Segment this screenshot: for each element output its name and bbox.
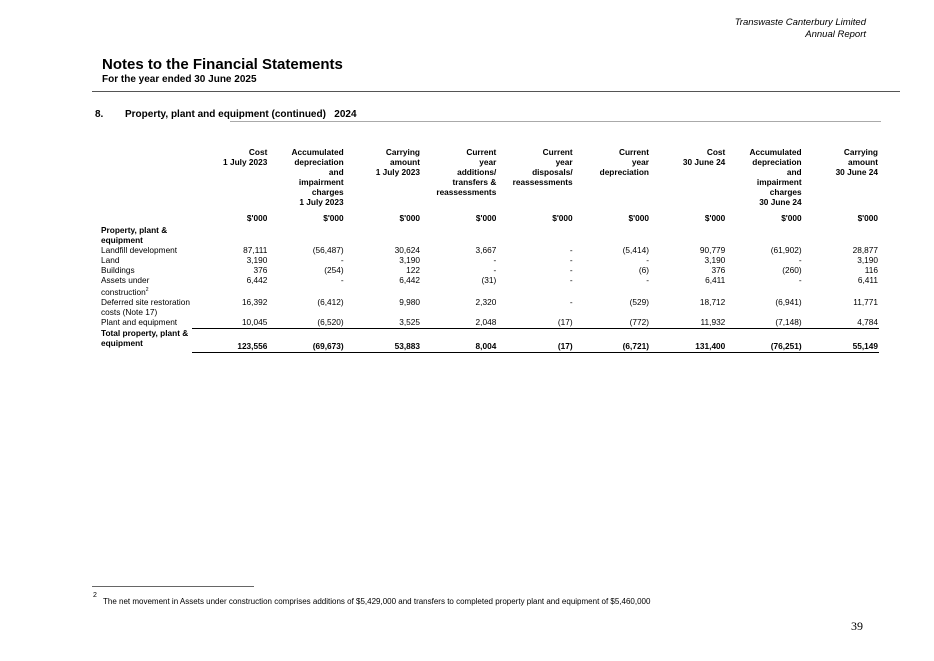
table-row bbox=[100, 317, 879, 329]
table-cell: - bbox=[798, 275, 802, 285]
table-cell: 3,667 bbox=[475, 245, 497, 255]
table-cell: - bbox=[569, 245, 573, 255]
table-cell: - bbox=[569, 275, 573, 285]
table-cell: 116 bbox=[864, 265, 878, 275]
table-cell: 2,320 bbox=[475, 296, 497, 307]
column-header-line: Cost bbox=[706, 147, 726, 157]
column-header-line: 1 July 2023 bbox=[299, 197, 344, 207]
table-row bbox=[100, 297, 879, 317]
total-cell: 131,400 bbox=[650, 328, 726, 352]
total-cell: 8,004 bbox=[421, 328, 497, 352]
column-header-line: 30 June 24 bbox=[682, 157, 726, 167]
section-heading bbox=[95, 109, 357, 120]
row-label-text: Plant and equipment bbox=[101, 316, 178, 327]
table-cell: (61,902) bbox=[770, 245, 802, 255]
row-label-header bbox=[100, 147, 192, 207]
units-row bbox=[100, 207, 879, 225]
table-cell: (529) bbox=[629, 296, 649, 307]
unit-cell: $'000 bbox=[857, 213, 878, 223]
table-cell: - bbox=[646, 275, 649, 285]
table-cell: (56,487) bbox=[312, 245, 344, 255]
column-header-line: and bbox=[328, 167, 344, 177]
table-cell: (6) bbox=[638, 265, 649, 275]
unit-cell: $'000 bbox=[246, 213, 268, 223]
row-label-text: Deferred site restoration costs (Note 17) bbox=[101, 296, 191, 317]
table-cell: 87,111 bbox=[243, 245, 268, 255]
column-header-line: disposals/ bbox=[532, 167, 573, 177]
column-header-line: Current bbox=[619, 147, 649, 157]
column-header bbox=[192, 147, 268, 207]
ppe-table bbox=[100, 147, 879, 353]
row-label-text: Land bbox=[101, 255, 120, 265]
table-cell: 2,048 bbox=[421, 317, 497, 329]
table-cell: 6,411 bbox=[705, 275, 726, 285]
column-header-line: reassessments bbox=[436, 187, 497, 197]
column-header-line: Carrying bbox=[843, 147, 878, 157]
column-header-line: amount bbox=[848, 157, 878, 167]
table-cell: (6,412) bbox=[317, 296, 344, 307]
table-cell: 122 bbox=[406, 265, 420, 275]
table-cell: 3,190 bbox=[857, 255, 878, 265]
table-cell: 11,932 bbox=[650, 317, 726, 329]
table-cell: (6,941) bbox=[775, 296, 802, 307]
table-cell: - bbox=[340, 255, 344, 265]
column-header bbox=[345, 147, 421, 207]
row-label-text: Assets under construction bbox=[101, 275, 150, 297]
unit-cell: $'000 bbox=[475, 213, 497, 223]
row-label bbox=[100, 317, 192, 329]
unit-cell: $'000 bbox=[628, 213, 649, 223]
column-header-line: impairment bbox=[298, 177, 344, 187]
table-cell: - bbox=[569, 296, 573, 307]
column-header-line: Accumulated bbox=[291, 147, 344, 157]
column-header-line: depreciation bbox=[294, 157, 344, 167]
column-header-line: Cost bbox=[248, 147, 268, 157]
column-header-line: impairment bbox=[756, 177, 802, 187]
total-cell: (6,721) bbox=[574, 328, 650, 352]
column-header-line: and bbox=[786, 167, 802, 177]
table-cell: (7,148) bbox=[726, 317, 802, 329]
section-divider bbox=[230, 121, 881, 122]
table-cell: - bbox=[569, 265, 573, 275]
table-row bbox=[100, 265, 879, 275]
column-header-line: Current bbox=[466, 147, 497, 157]
section-year: 2024 bbox=[334, 109, 357, 120]
table-cell: 6,442 bbox=[399, 275, 420, 285]
column-header bbox=[650, 147, 726, 207]
table-cell: (6,520) bbox=[268, 317, 344, 329]
table-cell: 16,392 bbox=[241, 296, 268, 307]
column-header bbox=[726, 147, 802, 207]
total-cell: 123,556 bbox=[192, 328, 268, 352]
unit-cell: $'000 bbox=[781, 213, 802, 223]
page-title: Notes to the Financial Statements bbox=[102, 56, 343, 73]
column-header bbox=[497, 147, 573, 207]
table-cell: 376 bbox=[711, 265, 726, 275]
column-header-line: depreciation bbox=[752, 157, 802, 167]
table-cell: (17) bbox=[497, 317, 573, 329]
table-cell: (31) bbox=[481, 275, 497, 285]
table-row bbox=[100, 255, 879, 265]
column-header-line: transfers & bbox=[452, 177, 497, 187]
total-label: Total property, plant & equipment bbox=[101, 328, 189, 349]
table-cell: - bbox=[493, 265, 497, 275]
group-row bbox=[100, 225, 879, 245]
column-header-line: amount bbox=[390, 157, 420, 167]
total-cell: (17) bbox=[497, 328, 573, 352]
row-label-text: Landfill development bbox=[101, 245, 178, 255]
table-cell: - bbox=[646, 255, 649, 265]
table-cell: 3,190 bbox=[704, 255, 726, 265]
column-header bbox=[803, 147, 879, 207]
column-header-line: 1 July 2023 bbox=[375, 167, 420, 177]
table-row bbox=[100, 275, 879, 297]
table-cell: - bbox=[798, 255, 802, 265]
title-divider bbox=[92, 91, 900, 92]
unit-cell: $'000 bbox=[552, 213, 573, 223]
total-cell: (76,251) bbox=[726, 328, 802, 352]
column-header-line: year bbox=[479, 157, 497, 167]
column-header bbox=[574, 147, 650, 207]
table-cell: 4,784 bbox=[803, 317, 879, 329]
row-label-text: Buildings bbox=[101, 265, 135, 275]
column-header-line: year bbox=[555, 157, 573, 167]
row-label bbox=[100, 265, 192, 275]
table-cell: 10,045 bbox=[192, 317, 268, 329]
units-label-cell bbox=[100, 207, 192, 225]
column-header-line: charges bbox=[769, 187, 802, 197]
table-row bbox=[100, 245, 879, 255]
report-name: Annual Report bbox=[805, 29, 866, 40]
column-header bbox=[421, 147, 497, 207]
table-cell: - bbox=[493, 255, 497, 265]
page-number: 39 bbox=[851, 619, 863, 633]
column-header-line: Accumulated bbox=[749, 147, 802, 157]
row-label bbox=[100, 297, 192, 317]
table-cell: - bbox=[569, 255, 573, 265]
column-header-line: year bbox=[631, 157, 649, 167]
row-label bbox=[100, 275, 192, 297]
row-label bbox=[100, 245, 192, 255]
row-label bbox=[100, 255, 192, 265]
group-label: Property, plant & equipment bbox=[101, 225, 168, 245]
table-cell: 30,624 bbox=[394, 245, 420, 255]
table-cell: (5,414) bbox=[622, 245, 649, 255]
table-cell: 18,712 bbox=[699, 296, 726, 307]
column-header-line: reassessments bbox=[512, 177, 573, 187]
total-cell: 53,883 bbox=[345, 328, 421, 352]
total-cell: (69,673) bbox=[268, 328, 344, 352]
company-name: Transwaste Canterbury Limited bbox=[734, 17, 866, 28]
total-cell: 55,149 bbox=[803, 328, 879, 352]
unit-cell: $'000 bbox=[399, 213, 420, 223]
column-header-line: Current bbox=[542, 147, 573, 157]
column-header-line: Carrying bbox=[385, 147, 420, 157]
column-headers bbox=[100, 147, 879, 207]
table-cell: 90,779 bbox=[699, 245, 726, 255]
total-row bbox=[100, 328, 879, 352]
page-header bbox=[735, 17, 866, 41]
column-header-line: 1 July 2023 bbox=[223, 157, 268, 167]
section-title: Property, plant and equipment (continued) bbox=[125, 109, 326, 120]
table-cell: (772) bbox=[574, 317, 650, 329]
column-header-line: additions/ bbox=[457, 167, 497, 177]
table-cell: 6,411 bbox=[857, 275, 878, 285]
footnote-text: The net movement in Assets under construction comprises additions of $5,429,000 and transfers to completed property plant and equipment of $5,460,000 bbox=[103, 597, 651, 606]
table-cell: 9,980 bbox=[399, 296, 420, 307]
unit-cell: $'000 bbox=[704, 213, 726, 223]
table-cell: (254) bbox=[324, 265, 344, 275]
column-header-line: charges bbox=[311, 187, 344, 197]
table-cell: 11,771 bbox=[853, 296, 878, 307]
column-header bbox=[268, 147, 344, 207]
section-number: 8. bbox=[95, 109, 104, 120]
table-cell: (260) bbox=[782, 265, 802, 275]
table-cell: 376 bbox=[253, 265, 268, 275]
footnote-mark: 2 bbox=[93, 592, 97, 599]
column-header-line: 30 June 24 bbox=[835, 167, 878, 177]
table-cell: - bbox=[340, 275, 344, 285]
footnote-divider bbox=[92, 586, 254, 587]
table-cell: 28,877 bbox=[852, 245, 878, 255]
column-header-line: 30 June 24 bbox=[759, 197, 802, 207]
footnote-ref: 2 bbox=[145, 287, 149, 293]
table-cell: 3,190 bbox=[399, 255, 420, 265]
column-header-line: depreciation bbox=[599, 167, 649, 177]
table-cell: 6,442 bbox=[246, 275, 268, 285]
unit-cell: $'000 bbox=[323, 213, 344, 223]
table-cell: 3,190 bbox=[246, 255, 268, 265]
page-subtitle: For the year ended 30 June 2025 bbox=[102, 74, 257, 85]
table-cell: 3,525 bbox=[345, 317, 421, 329]
